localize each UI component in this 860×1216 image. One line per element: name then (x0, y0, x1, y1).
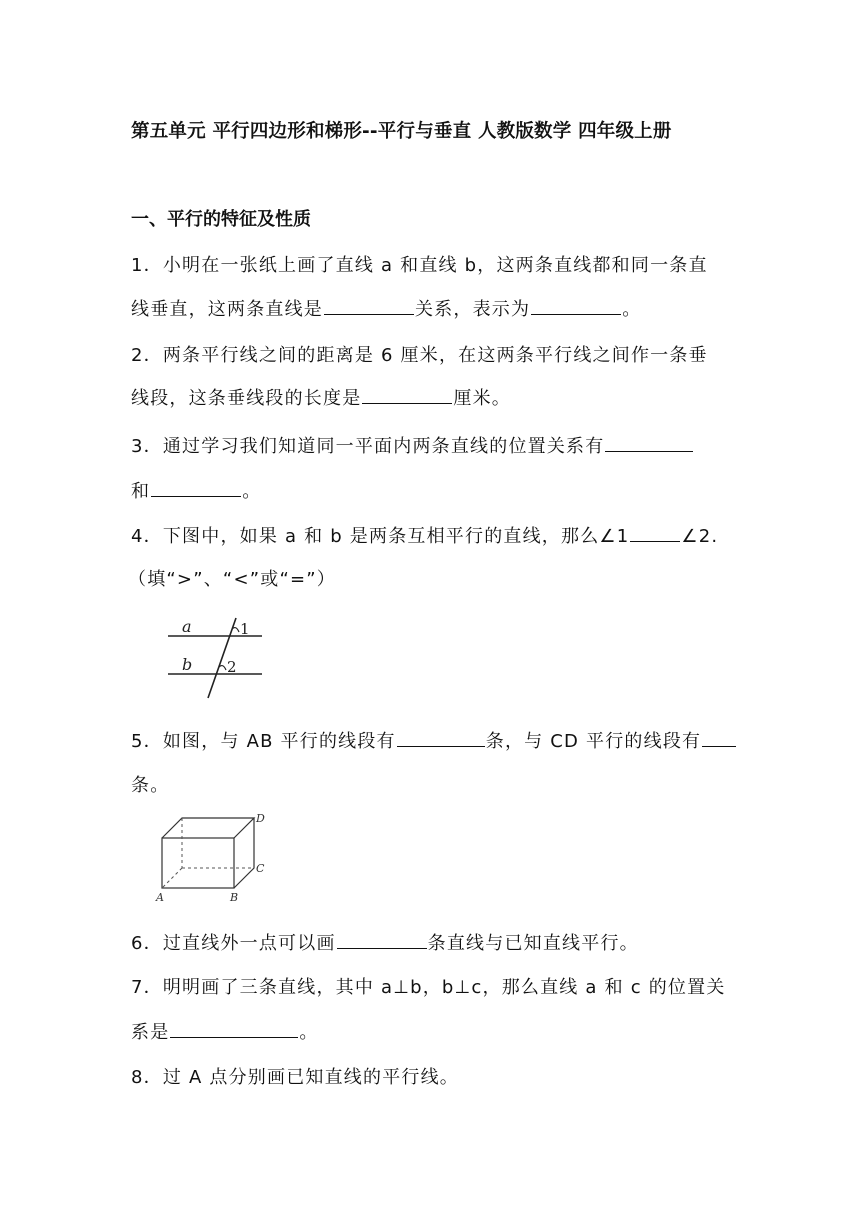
vertex-a-label: A (156, 891, 164, 904)
hidden-edge-diagonal (162, 868, 182, 888)
cuboid-figure (152, 808, 270, 908)
section-heading: 一、平行的特征及性质 (131, 209, 311, 230)
question-3-blank-2[interactable] (151, 479, 241, 497)
vertex-b-label: B (230, 891, 239, 904)
question-6-text-a: 6．过直线外一点可以画 (131, 933, 336, 954)
question-4-text-b: ∠2. (681, 526, 719, 547)
question-2-text-b: 厘米。 (453, 388, 512, 409)
question-2-line-2 (131, 384, 511, 410)
question-4-blank[interactable] (630, 524, 680, 542)
page-title: 第五单元 平行四边形和梯形--平行与垂直 人教版数学 四年级上册 (131, 121, 672, 142)
question-7-line-1: 7．明明画了三条直线，其中 a⊥b，b⊥c，那么直线 a 和 c 的位置关 (131, 977, 726, 998)
question-3-line-1 (131, 432, 694, 458)
question-5-line-1 (131, 727, 737, 753)
question-5-line-2: 条。 (131, 775, 170, 796)
question-4-line-2: （填“>”、“<”或“=”） (128, 569, 336, 590)
question-7-blank[interactable] (170, 1020, 298, 1038)
angle-1-arc (232, 628, 239, 632)
question-6-text-b: 条直线与已知直线平行。 (427, 933, 639, 954)
question-3-text-b: 和 (131, 481, 151, 502)
label-a: a (182, 617, 192, 636)
question-4-text-a: 4．下图中，如果 a 和 b 是两条互相平行的直线，那么∠1 (131, 526, 630, 547)
question-3-text-a: 3．通过学习我们知道同一平面内两条直线的位置关系有 (131, 436, 605, 457)
question-1-line-1: 1．小明在一张纸上画了直线 a 和直线 b，这两条直线都和同一条直 (131, 255, 708, 276)
question-2-blank[interactable] (362, 386, 452, 404)
question-7-line-2 (131, 1018, 319, 1044)
question-1-text-b: 关系，表示为 (415, 299, 531, 320)
angle-2-arc (219, 666, 226, 670)
vertex-c-label: C (256, 862, 265, 875)
question-2-line-1: 2．两条平行线之间的距离是 6 厘米，在这两条平行线之间作一条垂 (131, 345, 708, 366)
question-6-blank[interactable] (337, 931, 427, 949)
vertex-d-label: D (256, 812, 265, 825)
question-1-text-c: 。 (622, 299, 642, 320)
question-8-line-1: 8．过 A 点分别画已知直线的平行线。 (131, 1067, 460, 1088)
angle-2-label: 2 (227, 658, 237, 676)
question-3-text-c: 。 (242, 481, 262, 502)
question-5-text-a: 5．如图，与 AB 平行的线段有 (131, 731, 396, 752)
question-1-blank-2[interactable] (531, 297, 621, 315)
question-3-line-2 (131, 477, 261, 503)
question-5-blank-1[interactable] (397, 729, 485, 747)
question-1-text-a: 线垂直，这两条直线是 (131, 299, 323, 320)
question-2-text-a: 线段，这条垂线段的长度是 (131, 388, 362, 409)
question-6-line-1 (131, 929, 639, 955)
cuboid-top-edges (162, 818, 254, 838)
question-1-blank-1[interactable] (324, 297, 414, 315)
question-4-line-1 (131, 522, 718, 548)
angle-1-label: 1 (240, 620, 250, 638)
question-1-line-2 (131, 295, 641, 321)
question-3-blank-1[interactable] (605, 434, 693, 452)
cuboid-front-face (162, 838, 234, 888)
question-7-text-a: 系是 (131, 1022, 170, 1043)
question-5-text-b: 条，与 CD 平行的线段有 (485, 731, 702, 752)
question-5-blank-2[interactable] (702, 729, 736, 747)
label-b: b (182, 655, 193, 674)
parallel-lines-figure (160, 612, 270, 702)
question-7-text-b: 。 (299, 1022, 319, 1043)
